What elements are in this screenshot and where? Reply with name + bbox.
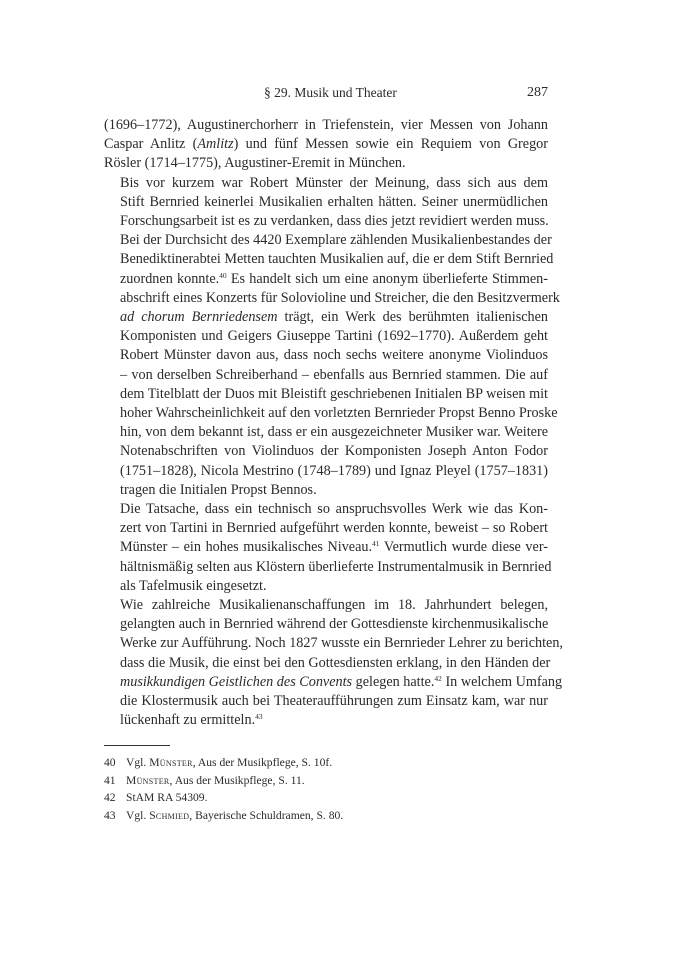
running-header — [104, 85, 548, 103]
text-line: Benediktinerabtei Metten tauchten Musikalien auf, die er dem Stift Bernried — [120, 251, 554, 268]
footnote-ref: 41 — [372, 539, 380, 549]
text-line: ad chorum Bernriedensem trägt, ein Werk des berühmten italienischen — [120, 309, 548, 326]
text-line: musikkundigen Geistlichen des Convents gelegen hatte.$^{42}$ In welchem Umfang — [120, 673, 563, 690]
text-line: gelangten auch in Bernried während der Gottesdienste kirchenmusikalische — [120, 616, 549, 633]
paragraph — [104, 500, 552, 596]
text-line: Komponisten und Geigers Giuseppe Tartini (1692–1770). Außerdem geht — [120, 328, 548, 345]
text-line: lückenhaft zu ermitteln.$^{43}$ — [120, 712, 263, 729]
paragraph — [104, 174, 560, 500]
text-line: dem Titelblatt der Duos mit Bleistift geschriebenen Initialen BP weisen mit — [120, 385, 548, 402]
italic-text: ad chorum Bernriedensem — [120, 309, 278, 326]
footnote-ref: 42 — [434, 673, 442, 683]
text-line: Bis vor kurzem war Robert Münster der Meinung, dass sich aus dem — [120, 174, 548, 191]
text-line: Münster – ein hohes musikalisches Niveau.$^{41}$ Vermutlich wurde diese ver- — [120, 539, 548, 556]
text-line: hoher Wahrscheinlichkeit auf den vorletzten Bernrieder Propst Benno Proske — [120, 405, 558, 422]
footnote-divider — [104, 745, 170, 746]
text-line: Die Tatsache, dass ein technisch so anspruchsvolles Werk wie das Kon- — [120, 501, 548, 518]
text-line: (1696–1772), Augustinerchorherr in Triefenstein, vier Messen von Johann — [104, 117, 548, 133]
footnote-text: Vgl. Münster, Aus der Musikpflege, S. 10f. — [126, 756, 333, 769]
footnote — [104, 754, 548, 772]
footnote-number: 43 — [104, 808, 116, 822]
footnote — [104, 772, 548, 790]
footnote-number: 40 — [104, 756, 116, 769]
footnote-number: 42 — [104, 791, 116, 805]
text-line: Wie zahlreiche Musikalienanschaffungen im 18. Jahrhundert belegen, — [120, 597, 548, 614]
paragraph — [104, 596, 563, 730]
footnote — [104, 789, 548, 807]
text-line: tragen die Initialen Propst Bennos. — [120, 481, 317, 498]
text-line: zert von Tartini in Bernried aufgeführt werden konnte, beweist – so Robert — [120, 520, 548, 537]
text-line: Stift Bernried keinerlei Musikalien erhalten hätten. Seiner unermüdlichen — [120, 193, 548, 210]
section-title: § 29. Musik und Theater — [264, 85, 397, 100]
footnote — [104, 807, 548, 825]
text-line: zuordnen konnte.$^{40}$ Es handelt sich um eine anonym überlieferte Stimmen- — [120, 270, 548, 287]
text-line: abschrift eines Konzerts für Solovioline und Streicher, die den Besitzvermerk — [120, 289, 560, 306]
text-line: als Tafelmusik eingesetzt. — [120, 577, 267, 594]
author-name: Schmied — [149, 808, 190, 822]
italic-text: musikkundigen Geistlichen des Convents — [120, 673, 353, 690]
italic-text: Amlitz — [197, 136, 234, 153]
footnote-number: 41 — [104, 773, 116, 787]
text-line: Caspar Anlitz (Amlitz) und fünf Messen sowie ein Requiem von Gregor — [104, 136, 548, 153]
text-line: hin, von dem bekannt ist, dass er ein ausgezeichneter Musiker war. Weitere — [120, 424, 548, 441]
footnote-text: Münster, Aus der Musikpflege, S. 11. — [126, 773, 305, 787]
footnote-text: Vgl. Schmied, Bayerische Schuldramen, S. 80. — [126, 808, 344, 822]
text-line: die Klostermusik auch bei Theateraufführungen zum Einsatz kam, war nur — [120, 693, 548, 710]
text-line: Notenabschriften von Violinduos der Komponisten Joseph Anton Fodor — [120, 443, 548, 460]
footnote-text: StAM RA 54309. — [126, 791, 208, 805]
text-line: Rösler (1714–1775), Augustiner-Eremit in München. — [104, 155, 406, 172]
text-line: Werke zur Aufführung. Noch 1827 wusste ein Bernrieder Lehrer zu berichten, — [120, 635, 563, 652]
footnote-ref: 43 — [255, 712, 263, 722]
body-text — [104, 116, 563, 731]
text-line: (1751–1828), Nicola Mestrino (1748–1789) und Ignaz Pleyel (1757–1831) — [120, 462, 548, 479]
text-line: dass die Musik, die einst bei den Gottesdiensten erklang, in den Händen der — [120, 654, 551, 671]
text-line: hältnismäßig selten aus Klöstern überlieferte Instrumentalmusik in Bernried — [120, 558, 552, 575]
text-line: Forschungsarbeit ist es zu verdanken, dass dies jetzt revidiert werden muss. — [120, 213, 549, 230]
footnote-ref: 40 — [219, 270, 227, 280]
text-line: – von derselben Schreiberhand – ebenfalls aus Bernried stammen. Die auf — [120, 366, 548, 383]
text-line: Bei der Durchsicht des 4420 Exemplare zählenden Musikalienbestandes der — [120, 232, 552, 249]
author-name: Münster — [149, 756, 193, 769]
page-number: 287 — [527, 85, 548, 100]
footnotes — [104, 754, 548, 824]
paragraph — [104, 116, 548, 174]
text-line: Robert Münster davon aus, dass noch sechs weitere anonyme Violinduos — [120, 347, 548, 364]
author-name: Münster — [126, 773, 170, 787]
